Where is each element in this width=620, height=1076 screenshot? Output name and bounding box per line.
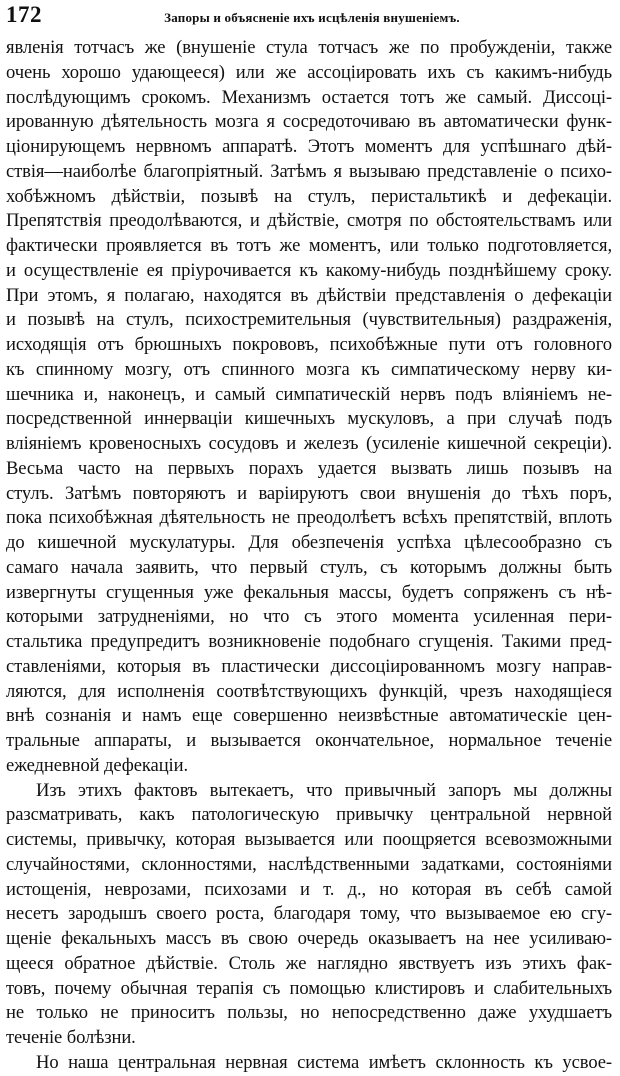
text-line: внѣ сознанiя и намъ еще совершенно неизвѣстные автоматическiе цен-	[6, 705, 612, 727]
text-line: ежедневной дефекацiи.	[6, 754, 189, 776]
body-text	[6, 36, 612, 1076]
text-line: ствiя—наиболѣе благопрiятный. Затѣмъ я вызываю представленiе о психо-	[6, 160, 612, 182]
text-line: влiянiемъ кровеносныхъ сосудовъ и железъ (усиленiе кишечной секрецiи).	[6, 433, 612, 454]
text-line: и осуществленiе ея прiурочивается къ какому-нибудь позднѣйшему сроку.	[6, 259, 612, 281]
text-line: щееся обратное дѣйствiе. Столь же наглядно явствуетъ изъ этихъ фак-	[6, 952, 612, 974]
text-line: истощенiя, неврозами, психозами и т. д., но которая въ себѣ самой	[6, 878, 612, 900]
text-line: щенiе фекальныхъ массъ въ свою очередь оказываетъ на нее усиливаю-	[6, 928, 612, 949]
text-line: пока психобѣжная дѣятельность не преодолѣетъ всѣхъ препятствiй, вплоть	[6, 507, 612, 529]
text-line: посредственной иннервацiи кишечныхъ мускуловъ, а при случаѣ подъ	[6, 408, 612, 430]
text-line: исходящiя отъ брюшныхъ покрововъ, психобѣжные пути отъ головного	[6, 334, 612, 355]
running-title: Запоры и объясненiе ихъ исцѣленiя внушенiемъ.	[164, 10, 460, 25]
text-line: очень хорошо удающееся) или же ассоцiировать ихъ съ какимъ-нибудь	[6, 61, 612, 83]
text-line: тральные аппараты, и вызывается окончательное, нормальное теченiе	[6, 730, 612, 751]
text-line: разсматривать, какъ патологическую привычку центральной нервной	[6, 804, 612, 826]
text-line: товъ, почему обычная терапiя съ помощью клистировъ и слабительныхъ	[6, 977, 612, 999]
text-line: цiонирующемъ нервномъ аппаратѣ. Этотъ моментъ для успѣшнаго дѣй-	[6, 136, 612, 157]
text-line: системы, привычку, которая вызывается или поощряется всевозможными	[6, 829, 612, 850]
text-line: Изъ этихъ фактовъ вытекаетъ, что привычный запоръ мы должны	[36, 779, 612, 801]
text-line: послѣдующимъ срокомъ. Механизмъ остается тотъ же самый. Диссоцi-	[6, 86, 612, 108]
text-line: хобѣжномъ дѣйствiи, позывѣ на стулъ, перистальтикѣ и дефекацiи.	[6, 185, 612, 207]
text-line: не только не приноситъ пользы, но непосредственно даже ухудшаетъ	[6, 1002, 612, 1024]
text-line: шечника и, наконецъ, и самый симпатическiй нервъ подъ влiянiемъ не-	[6, 383, 612, 405]
text-line: ированную дѣятельность мозга я сосредоточиваю въ автоматически функ-	[6, 111, 612, 133]
text-line: несетъ зародышъ своего роста, благодаря тому, что вызываемое ею сгу-	[6, 903, 612, 925]
text-line: стулъ. Затѣмъ повторяютъ и варiируютъ свои внушенiя до тѣхъ поръ,	[6, 482, 612, 504]
text-line: до кишечной мускулатуры. Для обезпеченiя успѣха цѣлесообразно съ	[6, 532, 612, 553]
page-header	[6, 2, 612, 28]
text-line: Но наша центральная нервная система имѣетъ склонность къ усвое-	[36, 1051, 612, 1073]
text-line: При этомъ, я полагаю, находятся въ дѣйствiи представленiя о дефекацiи	[6, 284, 612, 306]
text-line: ляются, для исполненiя соотвѣтствующихъ функцiй, чрезъ находящiеся	[6, 680, 612, 702]
text-line: извергнуты сгущенныя уже фекальныя массы, будетъ сопряженъ съ нѣ-	[6, 581, 612, 603]
text-line: стальтика предупредитъ возникновенiе подобнаго сгущенiя. Такими пред-	[6, 631, 612, 652]
text-line: къ спинному мозгу, отъ спинного мозга къ симпатическому нерву ки-	[6, 358, 612, 380]
text-line: ставленiями, которыя въ пластически диссоцiированномъ мозгу направ-	[6, 655, 612, 677]
text-line: фактически проявляется въ тотъ же моментъ, или только подготовляется,	[6, 235, 612, 256]
text-line: и позывѣ на стулъ, психостремительныя (чувствительныя) раздраженiя,	[6, 309, 612, 331]
text-line: которыми затрудненiями, но что съ этого момента усиленная пери-	[6, 606, 612, 628]
text-line: самаго начала заявить, что первый стулъ, съ которымъ должны быть	[6, 556, 612, 578]
text-line: Весьма часто на первыхъ порахъ удается вызвать лишь позывъ на	[6, 457, 612, 479]
text-line: Препятствiя преодолѣваются, и дѣйствiе, смотря по обстоятельствамъ или	[6, 210, 612, 232]
page-number: 172	[6, 2, 42, 27]
text-line: явленiя тотчасъ же (внушенiе стула тотчасъ же по пробужденiи, также	[6, 37, 612, 58]
text-line: случайностями, склонностями, наслѣдственными задатками, состоянiями	[6, 853, 612, 875]
text-line: теченiе болѣзни.	[6, 1027, 136, 1048]
